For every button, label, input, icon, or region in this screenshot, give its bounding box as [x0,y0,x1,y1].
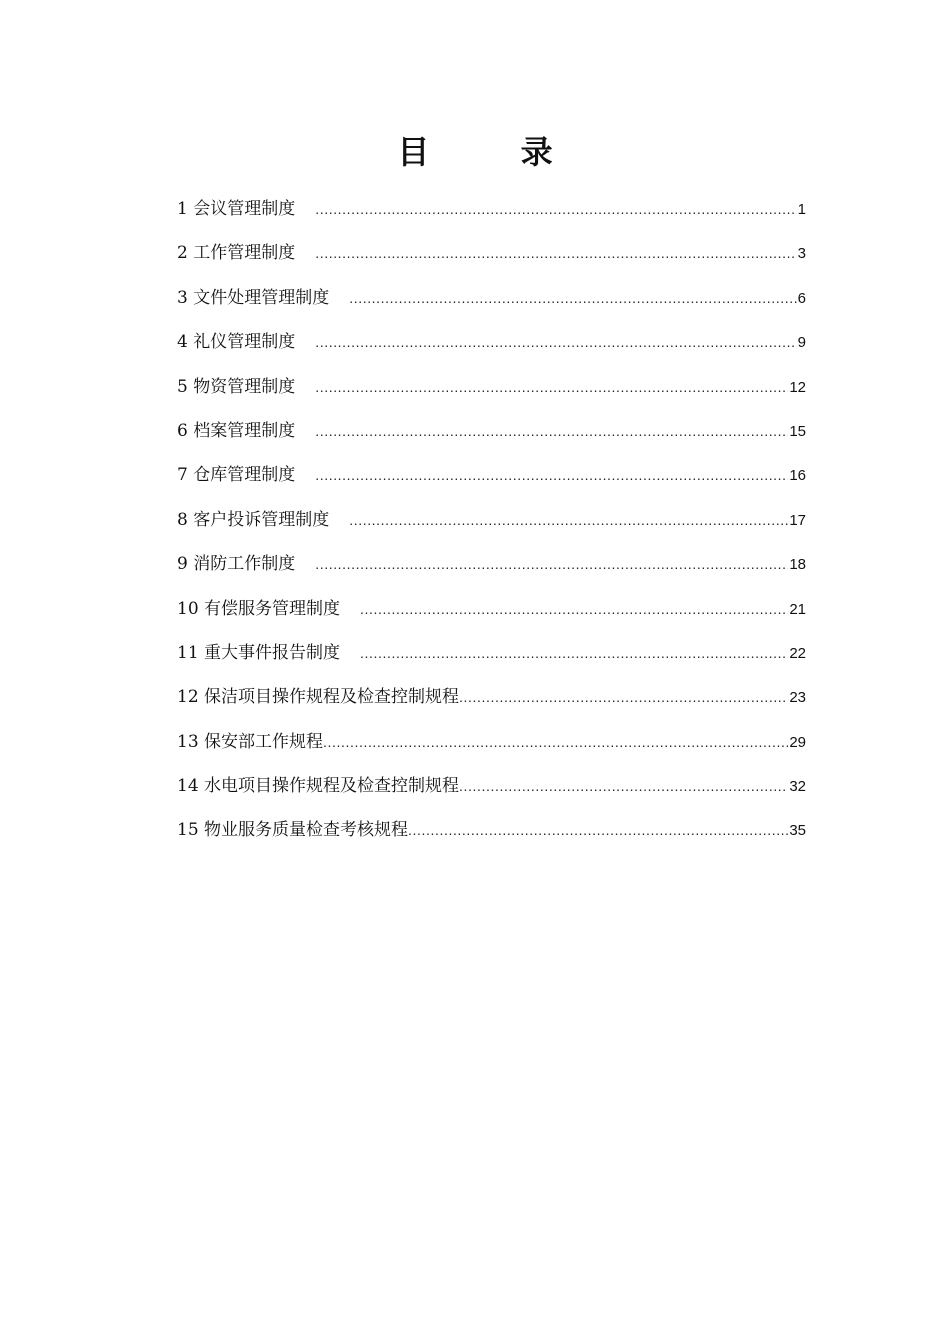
toc-entry-1[interactable] [177,188,806,232]
table-of-contents [177,188,806,854]
toc-entry-7[interactable] [177,454,806,498]
toc-entry-label: 6 档案管理制度 [177,420,296,441]
toc-entry-label: 2 工作管理制度 [177,243,296,264]
toc-entry-label: 11 重大事件报告制度 [177,642,341,663]
toc-entry-label: 10 有偿服务管理制度 [177,598,341,619]
toc-dot-leader [349,499,788,541]
toc-entry-label: 3 文件处理管理制度 [177,287,330,308]
toc-dot-leader [459,676,788,718]
toc-entry-label: 9 消防工作制度 [177,554,296,575]
page-title: 目 录 [397,133,593,171]
toc-entry-label: 12 保洁项目操作规程及检查控制规程 [177,687,460,708]
toc-entry-13[interactable] [177,721,806,765]
toc-dot-leader [315,543,788,585]
toc-entry-label: 8 客户投诉管理制度 [177,509,330,530]
toc-entry-2[interactable] [177,232,806,276]
toc-entry-page: 21 [789,600,806,618]
toc-dot-leader [315,454,788,496]
toc-entry-6[interactable] [177,410,806,454]
toc-entry-page: 3 [797,245,806,263]
toc-dot-leader [459,765,788,807]
toc-dot-leader [315,188,796,230]
toc-dot-leader [349,277,796,319]
toc-dot-leader [323,721,788,763]
toc-dot-leader [315,366,788,408]
toc-entry-page: 12 [789,378,806,396]
toc-entry-label: 13 保安部工作规程 [177,731,324,752]
toc-entry-page: 29 [789,733,806,751]
toc-entry-page: 18 [789,556,806,574]
toc-entry-15[interactable] [177,809,806,853]
toc-entry-label: 15 物业服务质量检查考核规程 [177,820,409,841]
toc-dot-leader [315,321,796,363]
toc-dot-leader [360,632,788,674]
toc-entry-label: 5 物资管理制度 [177,376,296,397]
toc-entry-label: 4 礼仪管理制度 [177,332,296,353]
toc-entry-9[interactable] [177,543,806,587]
toc-entry-5[interactable] [177,366,806,410]
toc-dot-leader [360,588,788,630]
toc-entry-page: 32 [789,778,806,796]
toc-dot-leader [408,809,788,851]
toc-entry-11[interactable] [177,632,806,676]
toc-entry-page: 15 [789,422,806,440]
toc-entry-page: 6 [797,289,806,307]
toc-entry-page: 22 [789,644,806,662]
toc-entry-label: 1 会议管理制度 [177,199,296,219]
toc-entry-label: 7 仓库管理制度 [177,465,296,486]
toc-entry-14[interactable] [177,765,806,809]
toc-entry-page: 16 [789,467,806,485]
toc-entry-4[interactable] [177,321,806,365]
toc-entry-page: 23 [789,689,806,707]
toc-dot-leader [315,232,796,274]
toc-entry-3[interactable] [177,277,806,321]
toc-entry-page: 17 [789,511,806,529]
toc-entry-12[interactable] [177,676,806,720]
toc-entry-10[interactable] [177,588,806,632]
toc-entry-page: 9 [797,334,806,352]
toc-entry-page: 35 [789,822,806,840]
toc-entry-label: 14 水电项目操作规程及检查控制规程 [177,776,460,797]
toc-entry-page: 1 [797,201,806,218]
toc-entry-8[interactable] [177,499,806,543]
toc-dot-leader [315,410,788,452]
